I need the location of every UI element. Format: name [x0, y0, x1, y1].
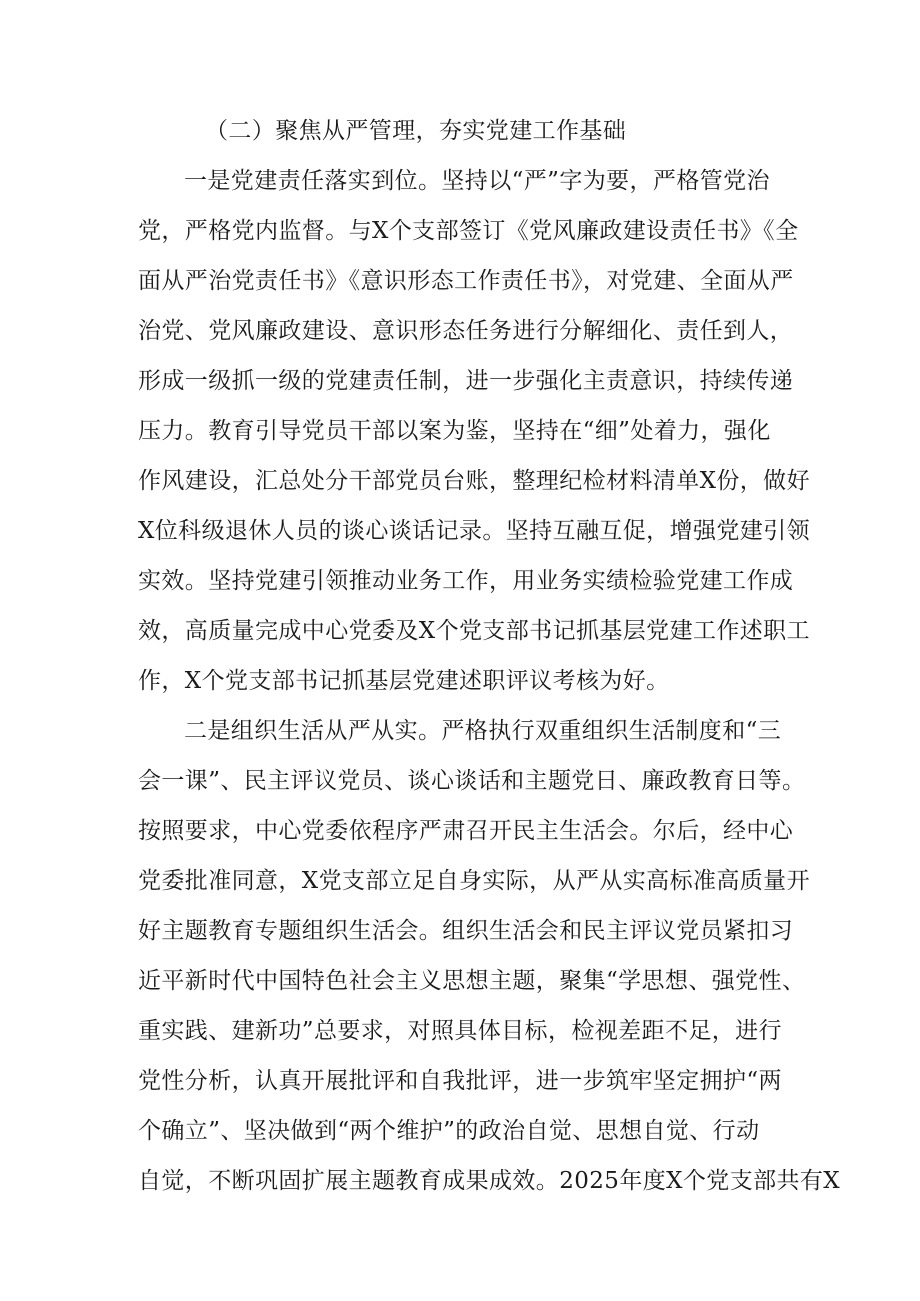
paragraph-line: 自觉，不断巩固扩展主题教育成果成效。2025年度X个党支部共有X	[138, 1168, 841, 1194]
paragraph-line: 重实践、建新功”总要求，对照具体目标，检视差距不足，进行	[138, 1018, 782, 1044]
paragraph-line: 效，高质量完成中心党委及X个党支部书记抓基层党建工作述职工	[138, 618, 810, 644]
paragraph-line: X位科级退休人员的谈心谈话记录。坚持互融互促，增强党建引领	[138, 518, 810, 544]
paragraph-line: 作，X个党支部书记抓基层党建述职评议考核为好。	[138, 668, 670, 694]
paragraph-line: 个确立”、坚决做到“两个维护”的政治自觉、思想自觉、行动	[138, 1118, 760, 1144]
paragraph-line: 形成一级抓一级的党建责任制，进一步强化主责意识，持续传递	[138, 368, 794, 394]
paragraph-line: 实效。坚持党建引领推动业务工作，用业务实绩检验党建工作成	[138, 568, 794, 594]
paragraph-line: 二是组织生活从严从实。严格执行双重组织生活制度和“三	[184, 718, 782, 744]
paragraph-line: 近平新时代中国特色社会主义思想主题，聚集“学思想、强党性、	[138, 968, 806, 994]
paragraph-line: 党委批准同意，X党支部立足自身实际，从严从实高标准高质量开	[138, 868, 810, 894]
paragraph-line: 面从严治党责任书》《意识形态工作责任书》，对党建、全面从严	[138, 268, 794, 294]
paragraph-line: 一是党建责任落实到位。坚持以“严”字为要，严格管党治	[184, 168, 770, 194]
paragraph-line: 作风建设，汇总处分干部党员台账，整理纪检材料清单X份，做好	[138, 468, 810, 494]
section-heading: （二）聚焦从严管理，夯实党建工作基础	[205, 118, 627, 144]
paragraph-line: 党性分析，认真开展批评和自我批评，进一步筑牢坚定拥护“两	[138, 1068, 782, 1094]
paragraph-line: 党，严格党内监督。与X个支部签订《党风廉政建设责任书》《全	[138, 218, 799, 244]
paragraph-line: 会一课”、民主评议党员、谈心谈话和主题党日、廉政教育日等。	[138, 768, 806, 794]
paragraph-line: 压力。教育引导党员干部以案为鉴，坚持在“细”处着力，强化	[138, 418, 771, 444]
paragraph-line: 按照要求，中心党委依程序严肃召开民主生活会。尔后，经中心	[138, 818, 794, 844]
paragraph-line: 好主题教育专题组织生活会。组织生活会和民主评议党员紧扣习	[138, 918, 794, 944]
paragraph-line: 治党、党风廉政建设、意识形态任务进行分解细化、责任到人，	[138, 318, 794, 344]
